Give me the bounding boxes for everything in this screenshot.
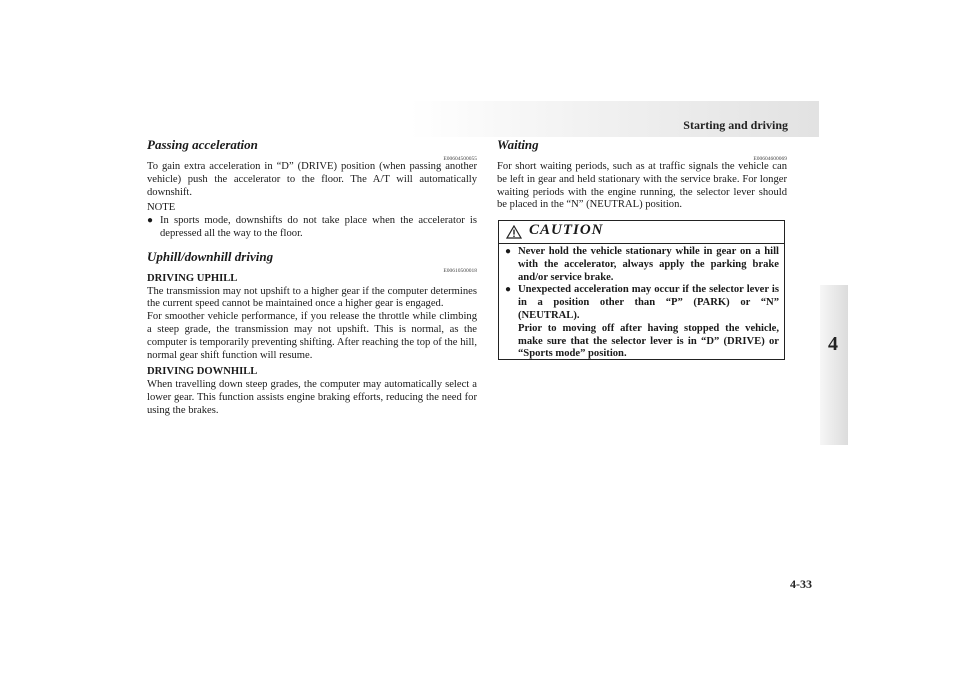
left-column [147, 137, 477, 418]
section-title: Starting and driving [683, 118, 788, 132]
bullet-icon: ● [505, 246, 512, 257]
waiting-text: For short waiting periods, such as at traffic signals the vehicle can be left in gear and held stationary with the service brake. For longer waiting periods with the engine running, the selector lever should be placed in the “N” (NEUTRAL) position. [497, 161, 787, 211]
warning-triangle-icon [506, 225, 522, 239]
chapter-tab-number: 4 [828, 333, 838, 355]
caution-item [505, 246, 779, 284]
uphill-paragraph-1: The transmission may not upshift to a higher gear if the computer determines the current speed cannot be maintained once a higher gear is engaged. [147, 285, 477, 310]
uphill-paragraph-2: For smoother vehicle performance, if you release the throttle while climbing a steep grade, the transmission may not upshift. This is normal, as the computer is temporarily preventing shifting. After reaching the top of the hill, normal gear shift function will resume. [147, 311, 477, 361]
chapter-tab [820, 285, 848, 445]
waiting-heading-text: Waiting [497, 137, 539, 152]
caution-header [499, 221, 784, 244]
uphill-downhill-heading [147, 248, 477, 274]
right-column [497, 137, 787, 212]
section-code: E00604500055 [443, 156, 477, 162]
note-item [147, 215, 477, 241]
note-label: NOTE [147, 202, 176, 214]
caution-title: CAUTION [529, 222, 604, 238]
section-code: E00610500018 [443, 267, 477, 274]
passing-text: To gain extra acceleration in “D” (DRIVE) position (when passing another vehicle) push the accelerator to the floor. The A/T will automatically downshift. [147, 161, 477, 198]
passing-heading-text: Passing acceleration [147, 137, 258, 152]
downhill-paragraph: When travelling down steep grades, the computer may automatically select a lower gear. This function assists engine braking efforts, reducing the need for using the brakes. [147, 379, 477, 416]
waiting-heading [497, 137, 787, 162]
caution-box [498, 220, 785, 360]
caution-item-extra: Prior to moving off after having stopped the vehicle, make sure that the selector lever is in “D” (DRIVE) or “Sports mode” position. [518, 322, 779, 360]
caution-body [499, 244, 784, 361]
bullet-icon: ● [505, 284, 512, 296]
caution-item-text: Unexpected acceleration may occur if the selector lever is in a position other than “P” (PARK) or “N” (NEUTRAL). [518, 284, 779, 321]
note-text: In sports mode, downshifts do not take place when the accelerator is depressed all the way to the floor. [160, 215, 477, 239]
caution-item-text: Never hold the vehicle stationary while in gear on a hill with the accelerator, always apply the parking brake and/or service brake. [518, 246, 779, 283]
driving-downhill-subheading: DRIVING DOWNHILL [147, 366, 258, 378]
uphill-heading-text: Uphill/downhill driving [147, 248, 274, 264]
caution-item [505, 284, 779, 322]
passing-acceleration-heading [147, 137, 477, 162]
section-code: E00604600069 [753, 156, 787, 162]
page-number: 4-33 [790, 577, 812, 591]
bullet-icon: ● [147, 215, 154, 227]
driving-uphill-subheading: DRIVING UPHILL [147, 272, 238, 284]
